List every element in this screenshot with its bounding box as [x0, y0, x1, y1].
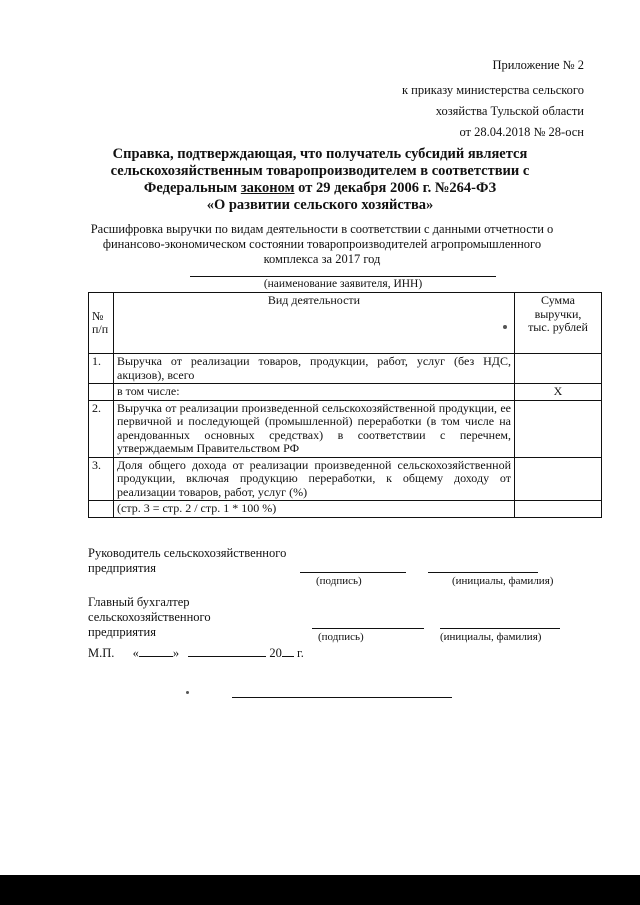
title-line-4: «О развитии сельского хозяйства»: [206, 197, 434, 213]
head-signature-caption: (подпись): [316, 575, 362, 587]
title-line-2: сельскохозяйственным товаропроизводителем в соответствии с: [110, 163, 530, 179]
subtitle-line-3: комплекса за 2017 год: [263, 252, 381, 266]
col-sum-header: Сумма выручки, тыс. рублей: [515, 293, 602, 354]
table-row: [89, 400, 602, 457]
document-subtitle: [82, 222, 562, 267]
accountant-line-1: Главный бухгалтер: [88, 595, 190, 609]
day-quote-close: »: [172, 646, 180, 660]
appendix-header: [402, 56, 584, 142]
head-line-2: предприятия: [88, 561, 156, 575]
accountant-signature-line[interactable]: [312, 628, 424, 629]
col-activity-header: Вид деятельности: [114, 293, 515, 354]
title-line-3-b: от 29 декабря 2006 г. №264-ФЗ: [294, 180, 497, 196]
title-line-3: [70, 180, 570, 197]
row-number: [89, 501, 114, 518]
title-line-3-a: Федеральным: [143, 180, 241, 196]
row-number: 2.: [89, 400, 114, 457]
appendix-line-2: хозяйства Тульской области: [435, 104, 584, 118]
row-number: 3.: [89, 457, 114, 501]
accountant-name-line[interactable]: [440, 628, 560, 629]
row-text: Выручка от реализации произведенной сельскохозяйственной продукции, ее первичной и последующей (промышленной) переработки (в том числе на арендованных основных средствах) в соответствии с перечнем, утверждаемым Правительством РФ: [114, 400, 515, 457]
scan-speck: [186, 691, 189, 694]
accountant-line-2: сельскохозяйственного: [88, 610, 211, 624]
row-sum[interactable]: [515, 400, 602, 457]
year-suffix: г.: [293, 646, 304, 660]
row-number: [89, 384, 114, 401]
title-line-1: Справка, подтверждающая, что получатель субсидий является: [112, 146, 528, 162]
revenue-table: [88, 292, 602, 518]
year-field[interactable]: [282, 656, 294, 657]
head-name-caption: (инициалы, фамилия): [452, 575, 554, 587]
scan-speck: [503, 325, 507, 329]
subtitle-line-2: финансово-экономическом состоянии товаропроизводителей агропромышленного: [102, 237, 542, 251]
accountant-line-3: предприятия: [88, 625, 156, 639]
law-link[interactable]: законом: [240, 180, 295, 196]
col-number-header: № п/п: [89, 293, 114, 354]
stamp-date-line: [88, 646, 304, 661]
table-row: [89, 384, 602, 401]
table-header-row: [89, 293, 602, 354]
row-sum[interactable]: [515, 457, 602, 501]
row-sum[interactable]: [515, 354, 602, 384]
month-field[interactable]: [188, 656, 266, 657]
stamp-label: М.П.: [88, 646, 115, 660]
appendix-number: Приложение № 2: [492, 58, 584, 72]
table-row: [89, 457, 602, 501]
day-field[interactable]: [139, 656, 173, 657]
appendix-line-3: от 28.04.2018 № 28-осн: [459, 125, 584, 139]
row-sum: Х: [515, 384, 602, 401]
scan-border: [0, 875, 640, 905]
accountant-label: [88, 595, 211, 640]
head-signature-line[interactable]: [300, 572, 406, 573]
applicant-field-line[interactable]: [190, 276, 496, 277]
head-name-line[interactable]: [428, 572, 538, 573]
appendix-line-1: к приказу министерства сельского: [401, 83, 584, 97]
bottom-rule: [232, 697, 452, 698]
row-sum: [515, 501, 602, 518]
accountant-name-caption: (инициалы, фамилия): [440, 631, 542, 643]
applicant-caption: (наименование заявителя, ИНН): [263, 278, 423, 290]
head-label: [88, 546, 286, 576]
accountant-signature-caption: (подпись): [318, 631, 364, 643]
row-number: 1.: [89, 354, 114, 384]
row-text: (стр. 3 = стр. 2 / стр. 1 * 100 %): [114, 501, 515, 518]
table-row: [89, 501, 602, 518]
head-line-1: Руководитель сельскохозяйственного: [88, 546, 287, 560]
row-text: Выручка от реализации товаров, продукции, работ, услуг (без НДС, акцизов), всего: [114, 354, 515, 384]
subtitle-line-1: Расшифровка выручки по видам деятельности в соответствии с данными отчетности о: [90, 222, 554, 236]
document-title: [70, 146, 570, 214]
row-text: Доля общего дохода от реализации произведенной сельскохозяйственной продукции, включая продукцию переработки, к общему доходу от реализации товаров, работ, услуг (%): [114, 457, 515, 501]
day-quote-open: «: [132, 646, 139, 660]
table-row: [89, 354, 602, 384]
row-text: в том числе:: [114, 384, 515, 401]
year-prefix: 20: [269, 646, 282, 660]
